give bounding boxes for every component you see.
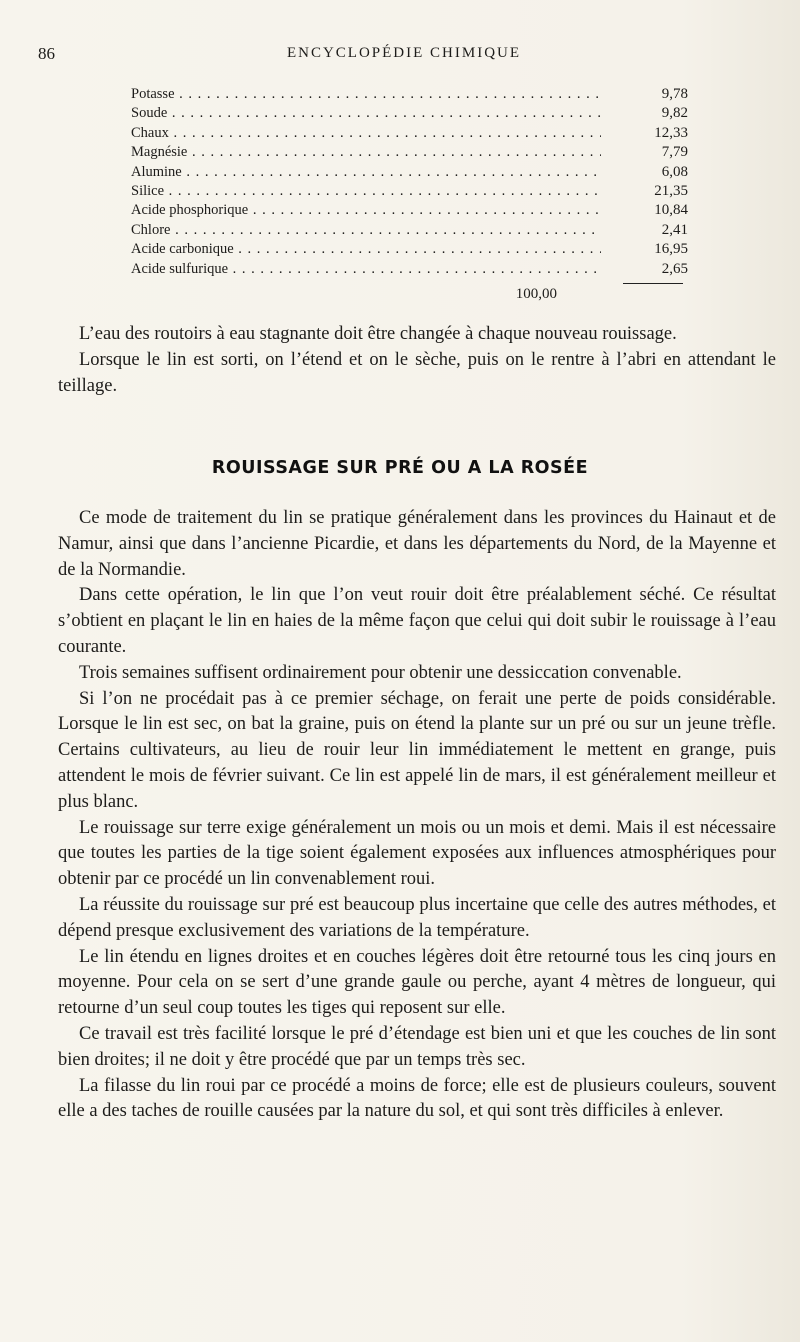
paragraph: Le lin étendu en lignes droites et en couches légères doit être retourné tous les cinq jours en moyenne. Pour cela on se sert d’une grande gaule ou perche, ayant 4 mètres de longueur, qui retourne d’un seul coup toutes les tiges qui reposent sur elle. — [58, 946, 776, 1019]
table-row — [131, 104, 691, 123]
table-row — [131, 163, 691, 182]
component-name: Soude . . . — [131, 104, 601, 123]
component-value: 7,79 — [661, 144, 688, 161]
section-heading: ROUISSAGE SUR PRÉ OU A LA ROSÉE — [211, 458, 589, 478]
component-name: Acide phosphorique . . . — [131, 201, 601, 220]
paragraph: Si l’on ne procédait pas à ce premier séchage, on ferait une perte de poids considérable. Lorsque le lin est sec, on bat la graine, puis on étend la plante sur un pré ou sur un jeune trèfle. Certains cultivateurs, au lieu de rouir leur lin immédiatement le mettent en grange, puis attendent le mois de février suivant. Ce lin est appelé lin de mars, il est généralement meilleur et plus blanc. — [58, 688, 776, 812]
composition-table — [131, 85, 691, 279]
component-value: 16,95 — [654, 241, 688, 258]
component-value: 6,08 — [661, 163, 688, 180]
page-header — [38, 44, 770, 70]
component-name: Alumine . . . — [131, 163, 601, 182]
component-name: Chlore . . . — [131, 221, 601, 240]
table-row — [131, 240, 691, 259]
table-row — [131, 85, 691, 104]
table-row — [131, 143, 691, 162]
component-name: Acide sulfurique . . . — [131, 260, 601, 279]
paragraph: La filasse du lin roui par ce procédé a moins de force; elle est de plusieurs couleurs, souvent elle a des taches de rouille causées par la nature du sol, et qui sont très difficiles à enlever. — [58, 1075, 776, 1122]
component-value: 9,82 — [661, 105, 688, 122]
intro-text — [58, 322, 776, 399]
component-value: 2,65 — [661, 260, 688, 277]
running-title: ENCYCLOPÉDIE CHIMIQUE — [286, 45, 522, 61]
component-value: 12,33 — [654, 124, 688, 141]
table-row — [131, 124, 691, 143]
component-name: Acide carbonique . . . — [131, 240, 601, 259]
paragraph: Ce travail est très facilité lorsque le pré d’étendage est bien uni et que les couches de lin sont bien droites; il ne doit y être procédé que par un temps très sec. — [58, 1023, 776, 1070]
component-value: 2,41 — [661, 221, 688, 238]
component-name: Chaux . . . — [131, 124, 601, 143]
component-value: 9,78 — [661, 86, 688, 102]
component-value: 21,35 — [654, 182, 688, 199]
paragraph: Dans cette opération, le lin que l’on veut rouir doit être préalablement séché. Ce résultat s’obtient en plaçant le lin en haies de la même façon que celui qui doit subir le rouissage à l’eau courante. — [58, 585, 776, 657]
section-text — [58, 506, 776, 1125]
page-number: 86 — [38, 44, 55, 63]
paragraph: Ce mode de traitement du lin se pratique généralement dans les provinces du Hainaut et de Namur, ainsi que dans l’ancienne Picardie, et dans les départements du Nord, de la Mayenne et de la Normandie. — [58, 508, 776, 580]
component-value: 10,84 — [654, 202, 688, 219]
paragraph: L’eau des routoirs à eau stagnante doit être changée à chaque nouveau rouissage. — [79, 324, 677, 344]
paragraph: Trois semaines suffisent ordinairement pour obtenir une dessiccation convenable. — [79, 662, 682, 683]
table-row — [131, 260, 691, 279]
table-row — [131, 221, 691, 240]
table-row — [131, 201, 691, 220]
paragraph: La réussite du rouissage sur pré est beaucoup plus incertaine que celle des autres méthodes, et dépend presque exclusivement des variations de la température. — [58, 894, 776, 941]
component-name: Potasse . . . — [131, 85, 601, 104]
paragraph: Lorsque le lin est sorti, on l’étend et on le sèche, puis on le rentre à l’abri en attendant le teillage. — [58, 349, 776, 396]
total-rule — [623, 283, 683, 284]
table-total: 100,00 — [515, 286, 557, 302]
component-name: Magnésie . . . — [131, 143, 601, 162]
component-name: Silice . . . — [131, 182, 601, 201]
table-row — [131, 182, 691, 201]
paragraph: Le rouissage sur terre exige généralement un mois ou un mois et demi. Mais il est nécessaire que toutes les parties de la tige soient également exposées aux influences atmosphériques pour obtenir par ce procédé un lin convenablement roui. — [58, 817, 776, 890]
